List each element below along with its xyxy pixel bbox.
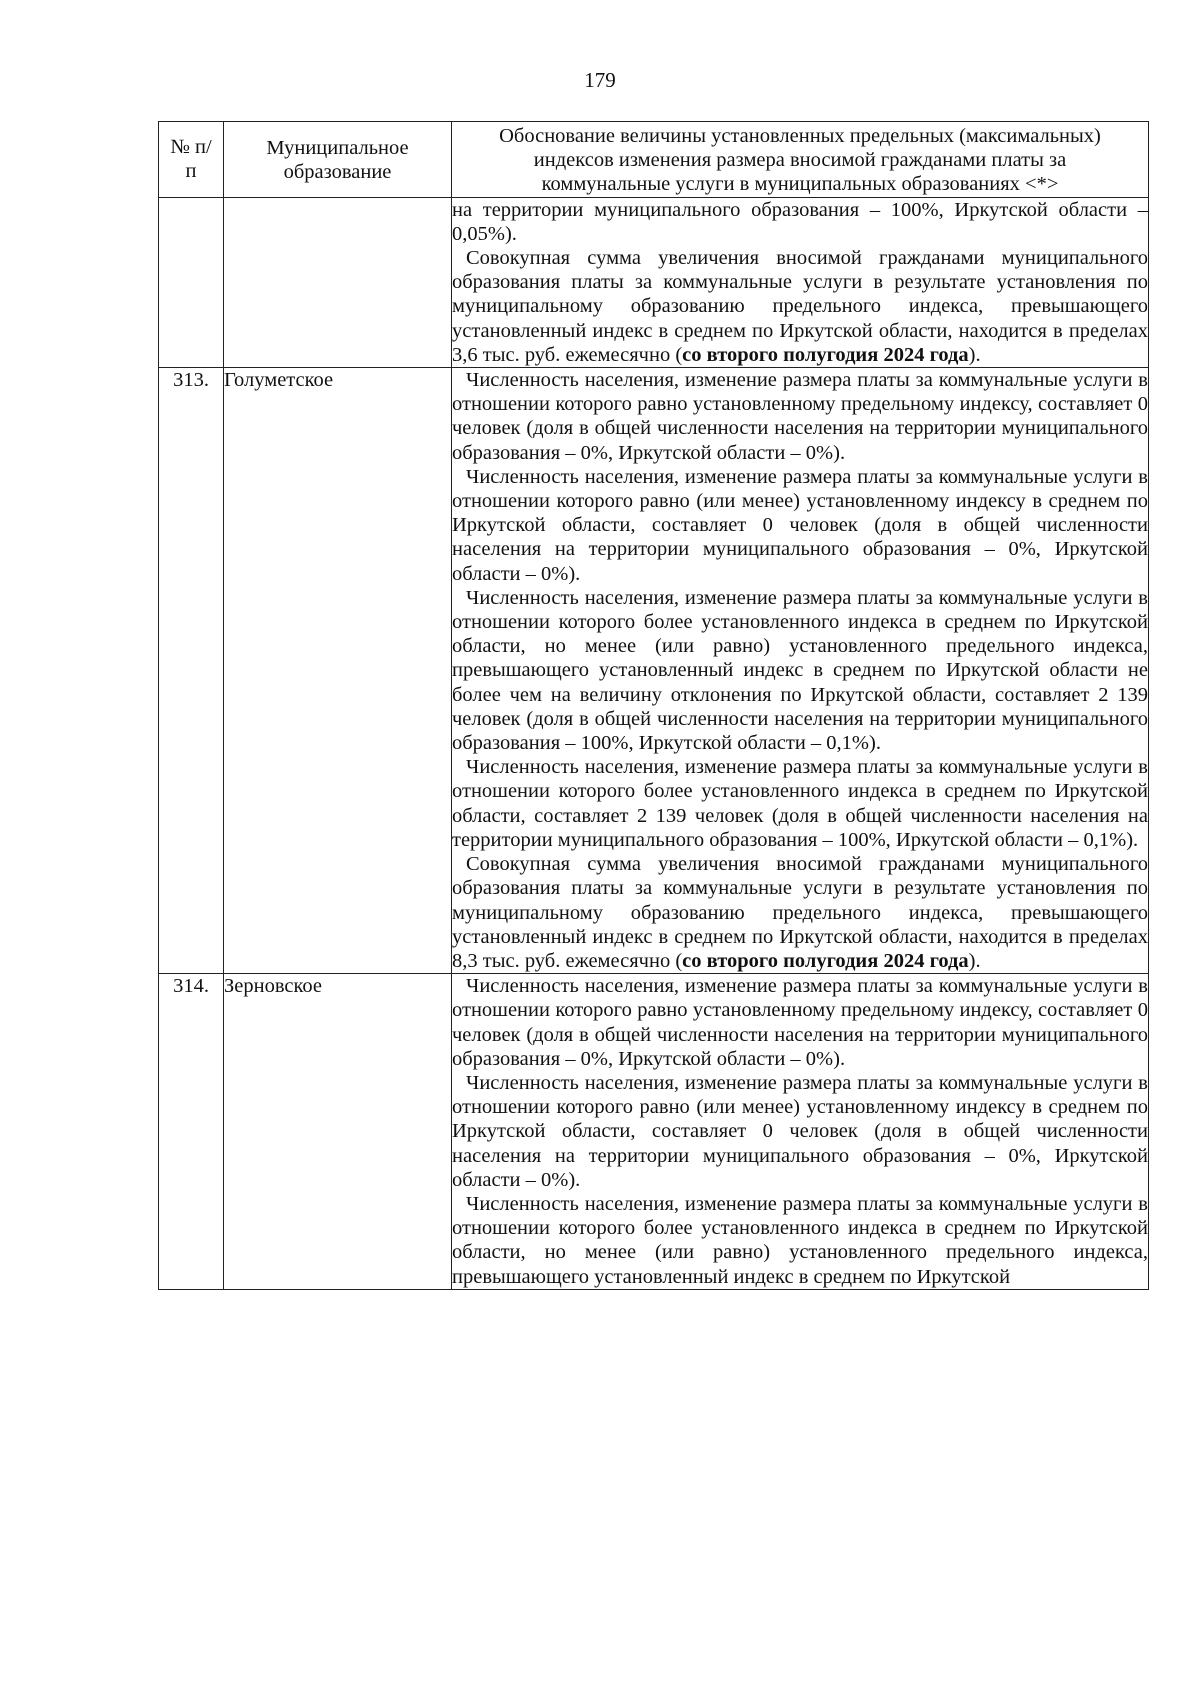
paragraph-text: Совокупная сумма увеличения вносимой гражданами муниципального образования платы за коммунальные услуги в результате установления по муниципальному образованию предельного индекса, превышающего установленный индекс в среднем по Иркутской области, находится в пределах 8,3 тыс. руб. ежемесячно ( (452, 853, 1148, 972)
header-justification: Обоснование величины установленных предельных (максимальных) индексов изменения размера вносимой гражданами платы за коммунальные услуги в муниципальных образованиях <*> (452, 122, 1149, 198)
justification-text (452, 197, 1149, 367)
table-row (159, 197, 1149, 367)
justification-paragraph (452, 1071, 1148, 1192)
justification-text (452, 368, 1149, 974)
table-body (159, 197, 1149, 1289)
paragraph-text: Численность населения, изменение размера платы за коммунальные услуги в отношении которого равно установленному предельному индексу, составляет 0 человек (доля в общей численности населения на территории муниципального образования – 0%, Иркутской области – 0%). (452, 369, 1148, 464)
effective-period: со второго полугодия 2024 года (682, 343, 969, 366)
municipality-name (224, 197, 452, 367)
paragraph-text: Численность населения, изменение размера платы за коммунальные услуги в отношении которого более установленного индекса в среднем по Иркутской области, но менее (или равно) установленного предельного индекса, превышающего установленный индекс в среднем по Иркутской (452, 1192, 1148, 1288)
table-header-row (159, 122, 1149, 198)
justification-paragraph (452, 586, 1148, 755)
paragraph-text: Численность населения, изменение размера платы за коммунальные услуги в отношении которого более установленного индекса в среднем по Иркутской области, составляет 2 139 человек (доля в общей численности населения на территории муниципального образования – 100%, Иркутской области – 0,1%). (452, 756, 1148, 851)
municipality-name: Зерновское (224, 974, 452, 1290)
justification-paragraph (452, 368, 1148, 465)
justification-paragraph (452, 465, 1148, 586)
page-number: 179 (584, 68, 616, 92)
justification-paragraph (452, 198, 1148, 246)
paragraph-text: Численность населения, изменение размера платы за коммунальные услуги в отношении которого равно установленному предельному индексу, составляет 0 человек (доля в общей численности населения на территории муниципального образования – 0%, Иркутской области – 0%). (452, 975, 1148, 1070)
justification-paragraph (452, 974, 1148, 1071)
table-row (159, 368, 1149, 974)
justification-paragraph (452, 1192, 1148, 1289)
effective-period: со второго полугодия 2024 года (682, 949, 969, 972)
municipality-name: Голуметское (224, 368, 452, 974)
justification-paragraph (452, 755, 1148, 852)
row-number (159, 197, 224, 367)
paragraph-tail: ). (968, 343, 981, 366)
paragraph-tail: ). (968, 949, 981, 972)
paragraph-text: Численность населения, изменение размера платы за коммунальные услуги в отношении которого равно (или менее) установленному индексу в среднем по Иркутской области, составляет 0 человек (доля в общей численности населения на территории муниципального образования – 0%, Иркутской области – 0%). (452, 1071, 1148, 1191)
justification-paragraph (452, 852, 1148, 973)
header-municipality: Муниципальное образование (224, 122, 452, 198)
paragraph-text: Численность населения, изменение размера платы за коммунальные услуги в отношении которого равно (или менее) установленному индексу в среднем по Иркутской области, составляет 0 человек (доля в общей численности населения на территории муниципального образования – 0%, Иркутской области – 0%). (452, 465, 1148, 585)
paragraph-text: на территории муниципального образования – 100%, Иркутской области – 0,05%). (452, 198, 1148, 245)
row-number: 313. (159, 368, 224, 974)
justification-paragraph (452, 246, 1148, 367)
row-number: 314. (159, 974, 224, 1290)
paragraph-text: Численность населения, изменение размера платы за коммунальные услуги в отношении которого более установленного индекса в среднем по Иркутской области, но менее (или равно) установленного предельного индекса, превышающего установленный индекс в среднем по Иркутской области не более чем на величину отклонения по Иркутской области, составляет 2 139 человек (доля в общей численности населения на территории муниципального образования – 100%, Иркутской области – 0,1%). (452, 586, 1148, 755)
header-number: № п/п (159, 122, 224, 198)
justification-text (452, 974, 1149, 1290)
paragraph-text: Совокупная сумма увеличения вносимой гражданами муниципального образования платы за коммунальные услуги в результате установления по муниципальному образованию предельного индекса, превышающего установленный индекс в среднем по Иркутской области, находится в пределах 3,6 тыс. руб. ежемесячно ( (452, 247, 1148, 366)
table-row (159, 974, 1149, 1290)
justification-table (158, 121, 1149, 1290)
